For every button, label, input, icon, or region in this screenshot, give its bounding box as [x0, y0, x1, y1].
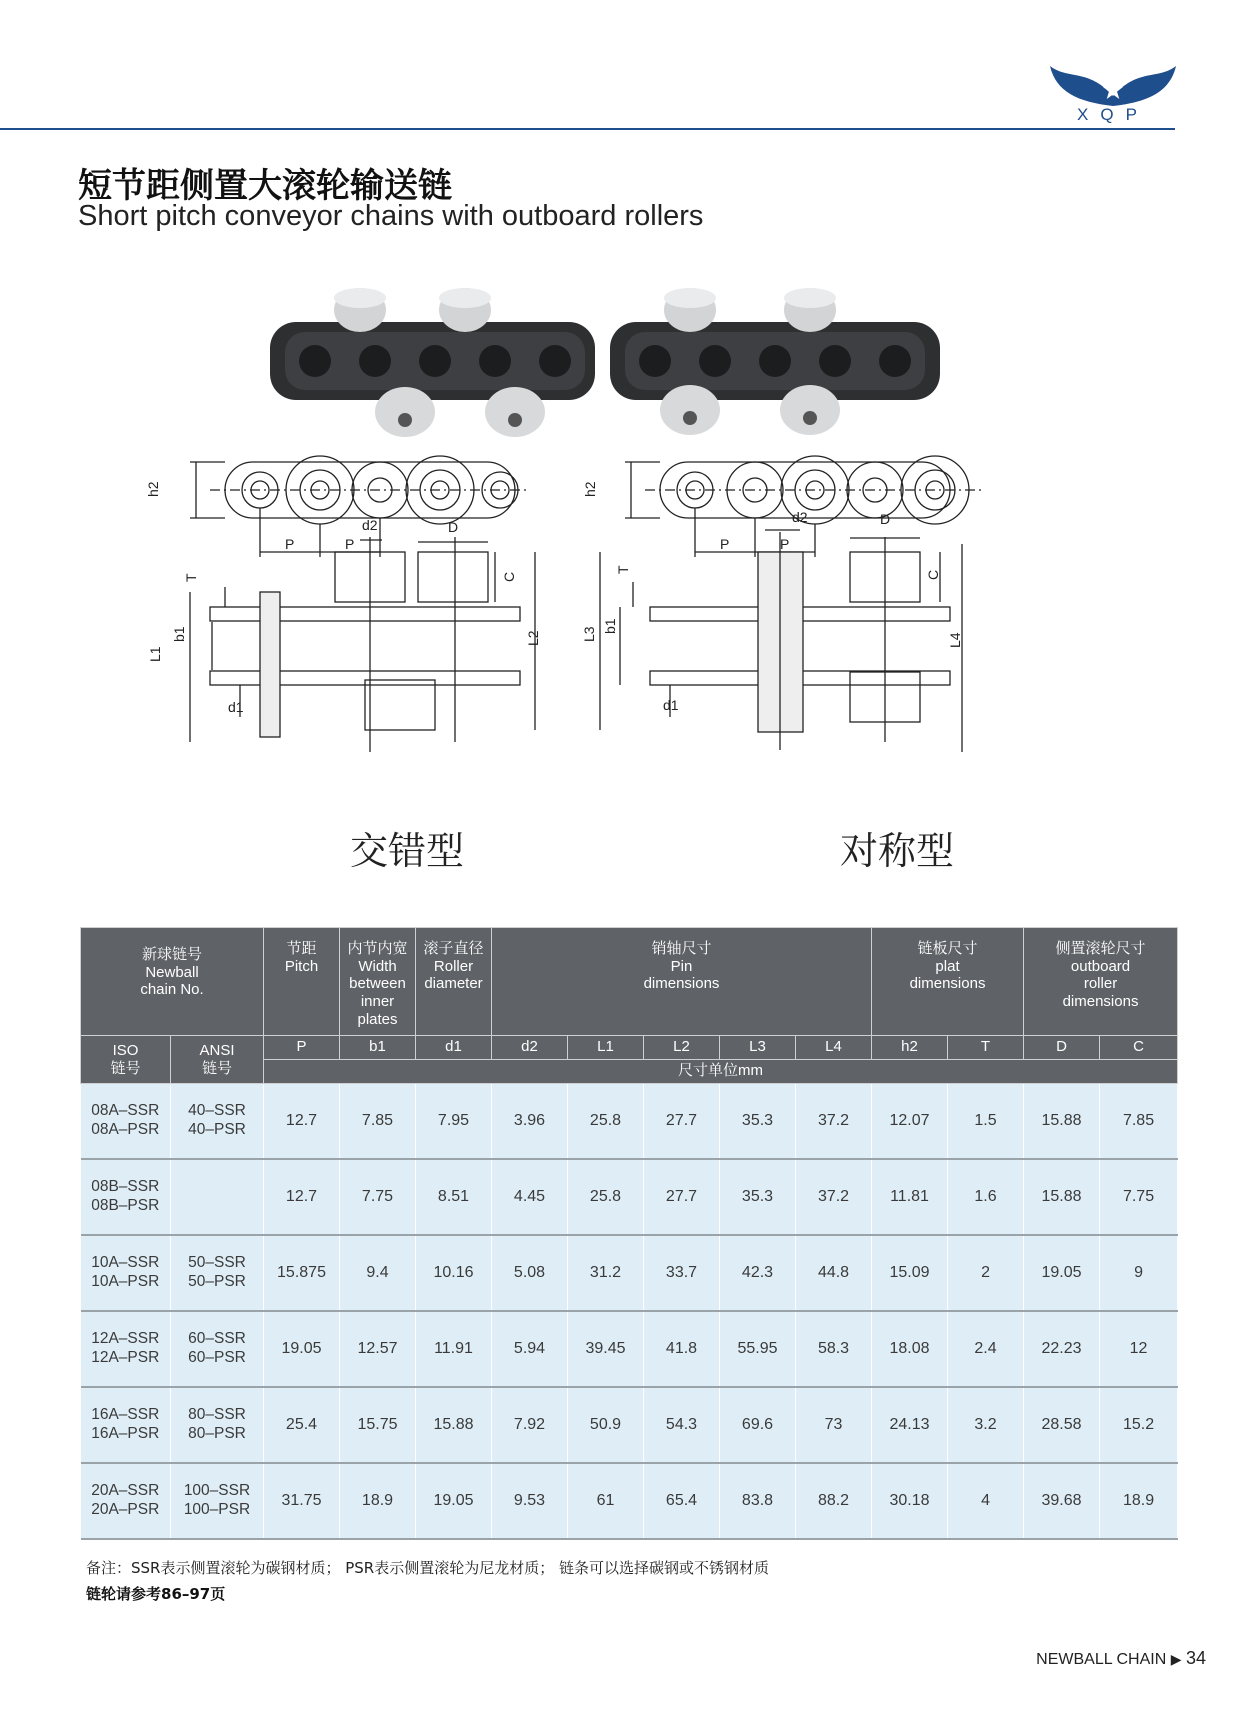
ansi-code-line: 60–PSR [188, 1349, 246, 1366]
col-header: P [264, 1036, 340, 1060]
chain-photo-symmetric [610, 288, 940, 435]
header-width-cn: 内节内宽 [347, 940, 408, 957]
table-cell: 50.9 [568, 1387, 644, 1463]
table-cell: 44.8 [796, 1235, 872, 1311]
header-width [340, 928, 416, 1036]
page-footer [1036, 1648, 1206, 1669]
table-cell: 58.3 [796, 1311, 872, 1387]
col-header: C [1100, 1036, 1178, 1060]
table-cell: 88.2 [796, 1463, 872, 1539]
iso-code-line: 20A–SSR [91, 1482, 160, 1500]
table-cell: 18.9 [340, 1463, 416, 1539]
table-cell: 7.92 [492, 1387, 568, 1463]
table-cell: 7.95 [416, 1084, 492, 1160]
table-cell: 15.09 [872, 1235, 948, 1311]
table-cell: 31.75 [264, 1463, 340, 1539]
ansi-code-line: 100–SSR [183, 1482, 251, 1500]
iso-code-line: 10A–PSR [91, 1273, 160, 1290]
iso-chain-code [81, 1387, 171, 1463]
table-row [81, 1311, 1178, 1387]
table-cell: 2.4 [948, 1311, 1024, 1387]
top-view-drawings [190, 530, 962, 752]
label-p-a2: P [345, 536, 355, 552]
header-plate-en1: plat [935, 957, 960, 975]
iso-code-line: 08B–SSR [91, 1178, 160, 1196]
ansi-chain-code [171, 1311, 264, 1387]
header-outboard [1024, 928, 1178, 1036]
table-row [81, 1084, 1178, 1160]
label-l1-a: L1 [147, 646, 163, 662]
table-cell: 19.05 [416, 1463, 492, 1539]
label-l2-a: L2 [525, 630, 541, 646]
ansi-code-line: 100–PSR [183, 1501, 251, 1518]
table-cell: 8.51 [416, 1159, 492, 1235]
header-ansi-en: ANSI [199, 1041, 235, 1059]
col-header: d1 [416, 1036, 492, 1060]
table-cell: 55.95 [720, 1311, 796, 1387]
table-cell: 15.88 [1024, 1159, 1100, 1235]
table-cell: 1.5 [948, 1084, 1024, 1160]
header-width-en3: inner [360, 993, 395, 1011]
iso-code-line: 16A–PSR [91, 1425, 160, 1442]
table-cell: 54.3 [644, 1387, 720, 1463]
table-cell: 18.08 [872, 1311, 948, 1387]
table-cell: 5.08 [492, 1235, 568, 1311]
table-cell: 18.9 [1100, 1463, 1178, 1539]
header-pitch-cn: 节距 [286, 940, 317, 957]
label-p-b1: P [720, 536, 730, 552]
variant-label-staggered: 交错型 [350, 829, 465, 873]
table-cell: 37.2 [796, 1084, 872, 1160]
table-cell: 4.45 [492, 1159, 568, 1235]
ansi-code-line: 80–PSR [188, 1425, 246, 1442]
table-cell: 15.88 [416, 1387, 492, 1463]
page-title-en: Short pitch conveyor chains with outboard rollers [78, 200, 704, 232]
col-header: L4 [796, 1036, 872, 1060]
table-cell: 12.57 [340, 1311, 416, 1387]
label-dd-b: D [880, 511, 891, 527]
ansi-code-line: 50–SSR [188, 1254, 246, 1272]
page-number: 34 [1185, 1648, 1206, 1668]
ansi-chain-code [171, 1463, 264, 1539]
label-t-b: T [615, 565, 631, 574]
table-cell: 7.85 [1100, 1084, 1178, 1160]
col-header: D [1024, 1036, 1100, 1060]
iso-chain-code [81, 1311, 171, 1387]
iso-code-line: 12A–PSR [91, 1349, 160, 1366]
col-header: b1 [340, 1036, 416, 1060]
label-b1-a: b1 [171, 626, 187, 642]
header-ansi [171, 1036, 264, 1084]
header-roller-en1: Roller [433, 957, 474, 975]
iso-code-line: 10A–SSR [91, 1254, 160, 1272]
table-cell: 11.91 [416, 1311, 492, 1387]
table-cell: 12.7 [264, 1159, 340, 1235]
table-cell: 25.8 [568, 1159, 644, 1235]
table-cell: 33.7 [644, 1235, 720, 1311]
col-header: L1 [568, 1036, 644, 1060]
header-ansi-cn: 链号 [201, 1059, 232, 1077]
iso-chain-code [81, 1463, 171, 1539]
header-outboard-en3: dimensions [1062, 993, 1139, 1011]
ansi-code-line: 80–SSR [188, 1406, 246, 1424]
label-h2-b: h2 [582, 481, 598, 497]
table-cell: 11.81 [872, 1159, 948, 1235]
header-chain-no [81, 928, 264, 1036]
header-iso-cn: 链号 [110, 1059, 141, 1077]
header-width-en4: plates [357, 1010, 398, 1028]
header-pin-cn: 销轴尺寸 [651, 940, 712, 957]
triangle-right-icon: ▶ [1170, 1651, 1182, 1667]
table-cell: 15.875 [264, 1235, 340, 1311]
table-cell: 39.68 [1024, 1463, 1100, 1539]
iso-code-line: 08A–PSR [91, 1121, 160, 1138]
header-outboard-cn: 侧置滚轮尺寸 [1055, 940, 1146, 957]
header-chain-no-en1: Newball [145, 963, 199, 981]
table-cell: 1.6 [948, 1159, 1024, 1235]
spec-table [80, 927, 1178, 1540]
label-d2-a: d2 [362, 517, 378, 533]
table-cell: 15.75 [340, 1387, 416, 1463]
table-cell: 31.2 [568, 1235, 644, 1311]
table-cell: 9.53 [492, 1463, 568, 1539]
table-cell: 19.05 [1024, 1235, 1100, 1311]
col-header: L2 [644, 1036, 720, 1060]
header-pin [492, 928, 872, 1036]
label-d2-b: d2 [792, 509, 808, 525]
label-d1-a: d1 [228, 699, 244, 715]
table-cell: 30.18 [872, 1463, 948, 1539]
table-cell: 2 [948, 1235, 1024, 1311]
header-width-en2: between [349, 975, 406, 993]
table-row [81, 1159, 1178, 1235]
table-cell: 19.05 [264, 1311, 340, 1387]
table-cell: 12.07 [872, 1084, 948, 1160]
table-cell: 9 [1100, 1235, 1178, 1311]
header-pin-en1: Pin [670, 957, 693, 975]
table-cell: 22.23 [1024, 1311, 1100, 1387]
header-pin-en2: dimensions [643, 975, 720, 993]
table-cell: 15.2 [1100, 1387, 1178, 1463]
chain-photo-staggered [270, 288, 595, 437]
label-c-b: C [925, 569, 941, 580]
header-pitch-en: Pitch [284, 957, 319, 975]
iso-code-line: 16A–SSR [91, 1406, 160, 1424]
note-materials: 备注：SSR表示侧置滚轮为碳钢材质； PSR表示侧置滚轮为尼龙材质； 链条可以选择碳钢或不锈钢材质 [86, 1559, 769, 1577]
brand-name: XQP [1077, 105, 1149, 124]
iso-chain-code [81, 1235, 171, 1311]
table-cell: 25.4 [264, 1387, 340, 1463]
header-rule [0, 128, 1175, 130]
iso-code-line: 12A–SSR [91, 1330, 160, 1348]
label-t-a: T [183, 573, 199, 582]
spec-table-body [81, 1084, 1178, 1540]
col-header: d2 [492, 1036, 568, 1060]
header-roller [416, 928, 492, 1036]
header-chain-no-cn: 新球链号 [141, 946, 202, 963]
header-chain-no-en2: chain No. [140, 981, 204, 999]
table-cell: 9.4 [340, 1235, 416, 1311]
label-l3-b: L3 [581, 626, 597, 642]
header-pitch [264, 928, 340, 1036]
page-title-cn: 短节距侧置大滚轮输送链 [78, 166, 452, 206]
table-cell: 3.96 [492, 1084, 568, 1160]
footer-brand: NEWBALL CHAIN [1036, 1651, 1167, 1668]
table-cell: 37.2 [796, 1159, 872, 1235]
table-cell: 12 [1100, 1311, 1178, 1387]
table-cell: 3.2 [948, 1387, 1024, 1463]
col-header: h2 [872, 1036, 948, 1060]
table-cell: 7.75 [1100, 1159, 1178, 1235]
side-view-drawings [190, 456, 985, 557]
header-roller-en2: diameter [424, 975, 483, 993]
table-cell: 65.4 [644, 1463, 720, 1539]
table-cell: 27.7 [644, 1084, 720, 1160]
table-cell: 83.8 [720, 1463, 796, 1539]
header-plate [872, 928, 1024, 1036]
header-plate-en2: dimensions [909, 975, 986, 993]
iso-code-line: 08A–SSR [91, 1102, 160, 1120]
table-cell: 27.7 [644, 1159, 720, 1235]
col-header: T [948, 1036, 1024, 1060]
ansi-chain-code [171, 1387, 264, 1463]
table-cell: 15.88 [1024, 1084, 1100, 1160]
ansi-code-line: 60–SSR [188, 1330, 246, 1348]
table-cell: 61 [568, 1463, 644, 1539]
label-p-b2: P [780, 536, 790, 552]
table-cell: 12.7 [264, 1084, 340, 1160]
header-iso-en: ISO [112, 1041, 139, 1059]
table-cell: 39.45 [568, 1311, 644, 1387]
ansi-chain-code [171, 1159, 264, 1235]
table-cell: 35.3 [720, 1159, 796, 1235]
label-dd-a: D [448, 519, 459, 535]
table-cell: 24.13 [872, 1387, 948, 1463]
chain-drawings [145, 262, 1100, 882]
header-outboard-en1: outboard [1070, 957, 1131, 975]
header-plate-cn: 链板尺寸 [917, 940, 978, 957]
iso-chain-code [81, 1084, 171, 1160]
header-width-en1: Width [358, 957, 397, 975]
table-cell: 35.3 [720, 1084, 796, 1160]
label-b1-b: b1 [602, 618, 618, 634]
table-cell: 5.94 [492, 1311, 568, 1387]
label-p-a1: P [285, 536, 295, 552]
label-c-a: C [501, 571, 517, 582]
iso-chain-code [81, 1159, 171, 1235]
table-cell: 73 [796, 1387, 872, 1463]
table-row [81, 1387, 1178, 1463]
table-row [81, 1235, 1178, 1311]
header-roller-cn: 滚子直径 [423, 940, 484, 957]
ansi-chain-code [171, 1084, 264, 1160]
ansi-code-line: 50–PSR [188, 1273, 246, 1290]
table-cell: 4 [948, 1463, 1024, 1539]
ansi-code-line: 40–SSR [188, 1102, 246, 1120]
header-iso [81, 1036, 171, 1084]
label-d1-b: d1 [663, 697, 679, 713]
label-l4-b: L4 [947, 632, 963, 648]
variant-label-symmetric: 对称型 [840, 829, 955, 873]
table-cell: 10.16 [416, 1235, 492, 1311]
header-outboard-en2: roller [1083, 975, 1118, 993]
ansi-chain-code [171, 1235, 264, 1311]
table-cell: 42.3 [720, 1235, 796, 1311]
ansi-code-line: 40–PSR [188, 1121, 246, 1138]
col-header: L3 [720, 1036, 796, 1060]
iso-code-line: 08B–PSR [91, 1197, 160, 1214]
table-cell: 7.75 [340, 1159, 416, 1235]
table-cell: 41.8 [644, 1311, 720, 1387]
table-cell: 69.6 [720, 1387, 796, 1463]
table-cell: 28.58 [1024, 1387, 1100, 1463]
table-row [81, 1463, 1178, 1539]
iso-code-line: 20A–PSR [91, 1501, 160, 1518]
table-cell: 7.85 [340, 1084, 416, 1160]
note-sprocket-ref: 链轮请参考86–97页 [86, 1585, 226, 1603]
table-cell: 25.8 [568, 1084, 644, 1160]
label-h2-a: h2 [145, 481, 161, 497]
unit-label: 尺寸单位mm [264, 1060, 1178, 1084]
